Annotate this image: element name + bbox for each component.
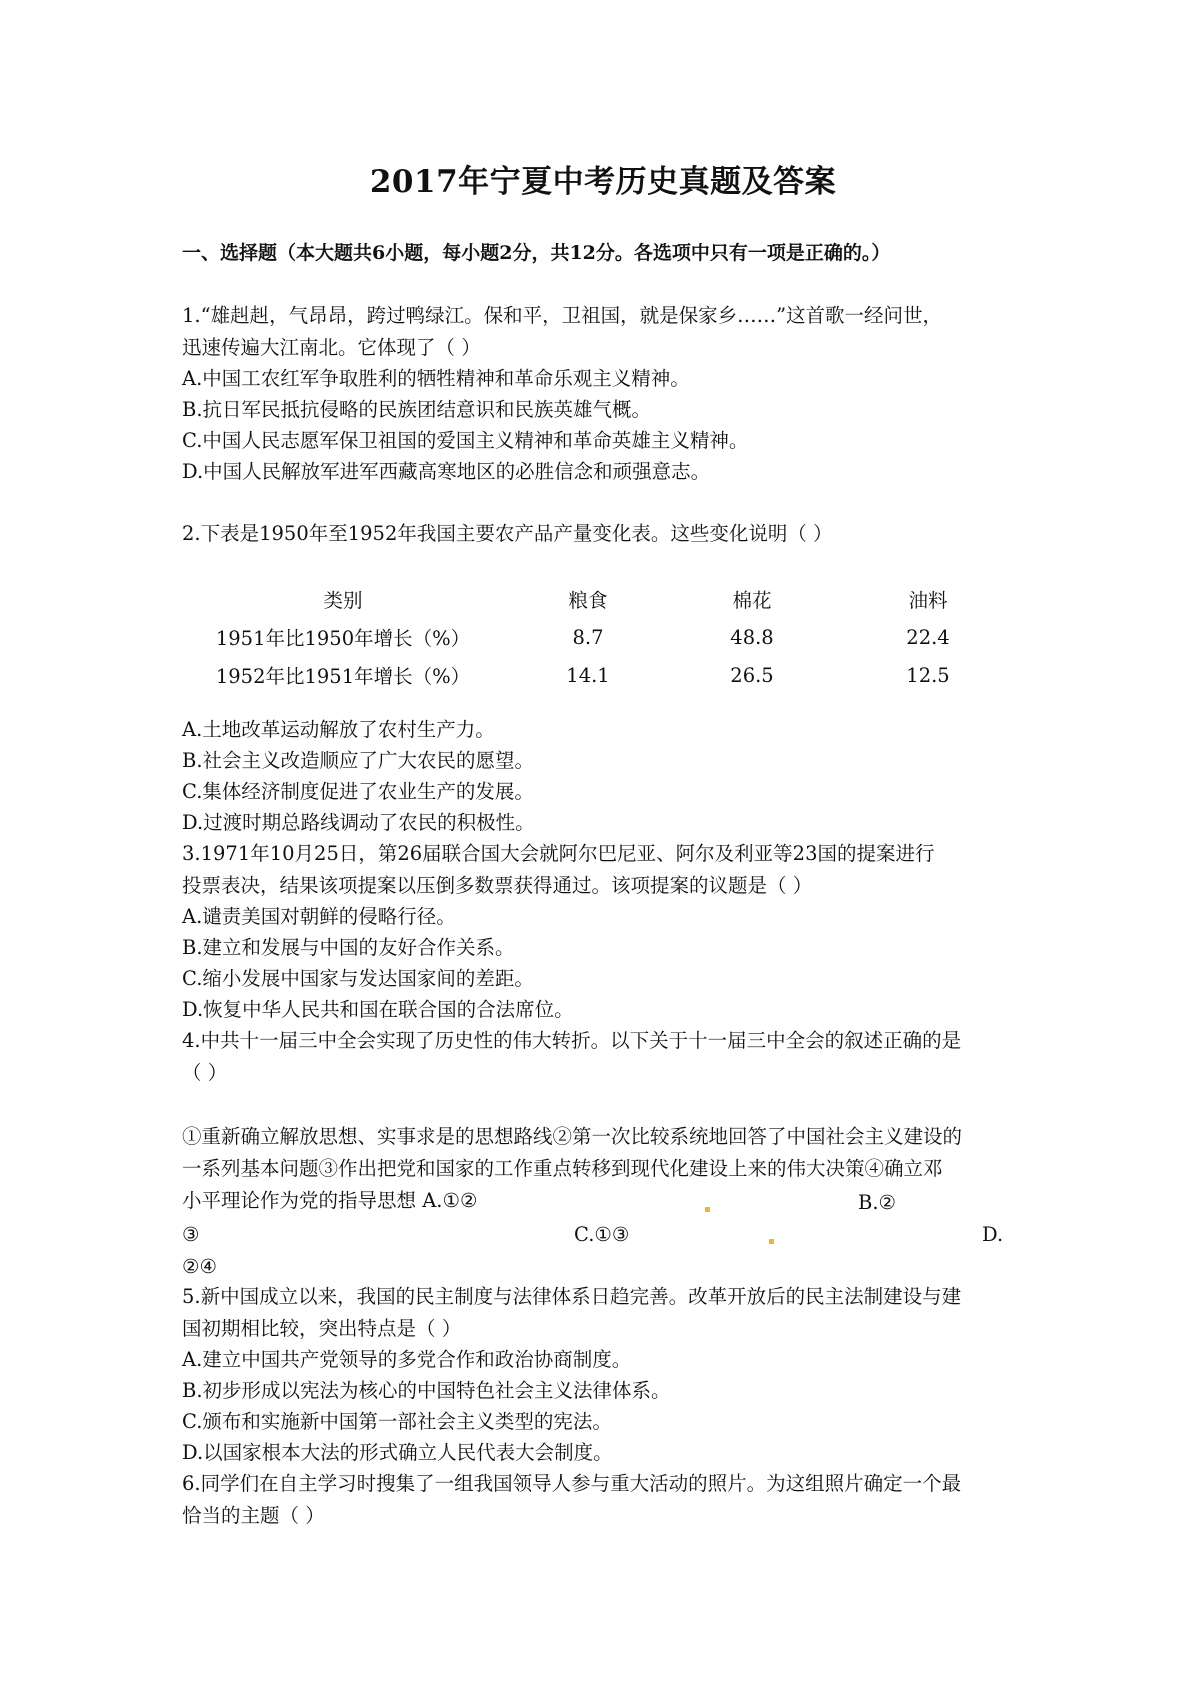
table-header-cell: 油料 [908,589,948,612]
table-row [182,618,1024,656]
q6-stem-line-1: 6.同学们在自主学习时搜集了一组我国领导人参与重大活动的照片。为这组照片确定一个最 [182,1472,962,1495]
q3-stem-line-1: 3.1971年10月25日，第26届联合国大会就阿尔巴尼亚、阿尔及利亚等23国的提案进行 [182,842,935,865]
q1-stem-line-1: 1.“雄赳赳，气昂昂，跨过鸭绿江。保和平，卫祖国，就是保家乡……”这首歌一经问世， [182,304,943,327]
highlight-mark [705,1207,710,1212]
q1-option-d: D.中国人民解放军进军西藏高寒地区的必胜信念和顽强意志。 [182,460,711,483]
q2-stem: 2.下表是1950年至1952年我国主要农产品产量变化表。这些变化说明（ ） [182,522,833,545]
table-header-cell: 粮食 [568,589,608,612]
table-cell: 1952年比1951年增长（%） [215,665,471,688]
table-cell: 26.5 [730,663,774,687]
table-cell: 22.4 [906,625,950,649]
q5-stem-line-1: 5.新中国成立以来，我国的民主制度与法律体系日趋完善。改革开放后的民主法制建设与建 [182,1285,962,1308]
table-header-cell: 类别 [323,589,363,612]
q5-option-b: B.初步形成以宪法为核心的中国特色社会主义法律体系。 [182,1379,671,1402]
q3-stem-line-2: 投票表决，结果该项提案以压倒多数票获得通过。该项提案的议题是（ ） [182,874,813,897]
page-title: 2017年宁夏中考历史真题及答案 [369,164,837,200]
q4-option-c: C.①③ [574,1223,630,1246]
table-cell: 12.5 [906,663,950,687]
q1-stem-line-2: 迅速传遍大江南北。它体现了（ ） [182,336,481,359]
q4-body-line-2: 一系列基本问题③作出把党和国家的工作重点转移到现代化建设上来的伟大决策④确立邓 [182,1157,943,1180]
table-header-cell: 棉花 [732,589,772,612]
q6-stem-line-2: 恰当的主题（ ） [182,1504,325,1527]
q4-option-b: B.② [858,1191,897,1214]
q4-stem-line-1: 4.中共十一届三中全会实现了历史性的伟大转折。以下关于十一届三中全会的叙述正确的是 [182,1029,962,1052]
q4-option-b-cont: ③ [182,1223,200,1246]
table-cell: 48.8 [730,625,774,649]
q2-option-c: C.集体经济制度促进了农业生产的发展。 [182,780,534,803]
q2-option-d: D.过渡时期总路线调动了农民的积极性。 [182,811,535,834]
q4-option-d-cont: ②④ [182,1255,217,1278]
q4-body-line-3: 小平理论作为党的指导思想 A.①② [182,1189,478,1212]
highlight-mark [769,1239,774,1244]
q2-option-b: B.社会主义改造顺应了广大农民的愿望。 [182,749,535,772]
table-row [182,656,1024,694]
table-cell: 1951年比1950年增长（%） [215,627,471,650]
q1-option-c: C.中国人民志愿军保卫祖国的爱国主义精神和革命英雄主义精神。 [182,429,749,452]
production-table [182,580,1024,694]
q3-option-d: D.恢复中华人民共和国在联合国的合法席位。 [182,998,574,1021]
q3-option-c: C.缩小发展中国家与发达国家间的差距。 [182,967,534,990]
q5-option-d: D.以国家根本大法的形式确立人民代表大会制度。 [182,1441,613,1464]
q1-option-a: A.中国工农红军争取胜利的牺牲精神和革命乐观主义精神。 [182,367,690,390]
q4-body-line-1: ①重新确立解放思想、实事求是的思想路线②第一次比较系统地回答了中国社会主义建设的 [182,1125,963,1148]
q3-option-b: B.建立和发展与中国的友好合作关系。 [182,936,515,959]
table-cell: 14.1 [566,663,610,687]
table-cell: 8.7 [572,625,604,649]
q4-stem-line-2: （ ） [182,1061,228,1084]
q5-option-c: C.颁布和实施新中国第一部社会主义类型的宪法。 [182,1410,612,1433]
q2-option-a: A.土地改革运动解放了农村生产力。 [182,718,495,741]
table-header-row [182,580,1024,618]
q1-option-b: B.抗日军民抵抗侵略的民族团结意识和民族英雄气概。 [182,398,652,421]
q5-stem-line-2: 国初期相比较，突出特点是（ ） [182,1317,462,1340]
q3-option-a: A.谴责美国对朝鲜的侵略行径。 [182,905,456,928]
q4-option-d: D. [982,1223,1004,1246]
q5-option-a: A.建立中国共产党领导的多党合作和政治协商制度。 [182,1348,632,1371]
section-heading: 一、选择题（本大题共6小题，每小题2分，共12分。各选项中只有一项是正确的。） [182,242,891,264]
